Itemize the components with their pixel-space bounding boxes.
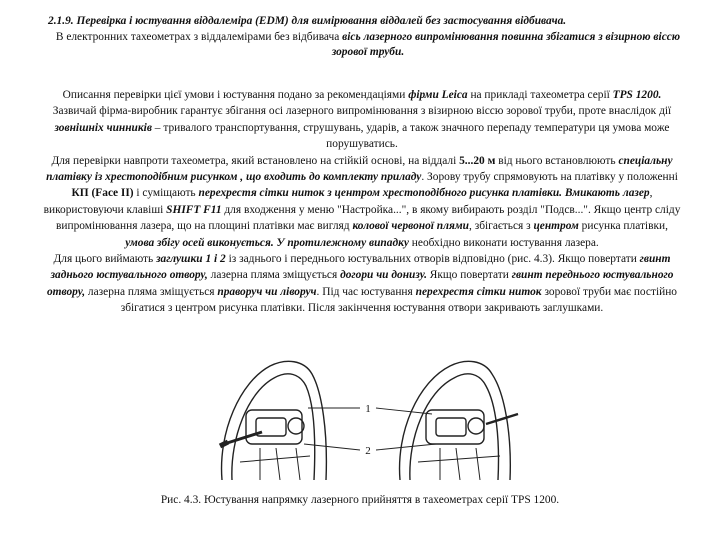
figure-label-2: 2 (365, 445, 371, 457)
section-heading (48, 14, 688, 61)
right-focus-knob (468, 418, 484, 434)
left-pin-tool (224, 432, 262, 444)
paragraph-3: Для цього виймають заглушки 1 і 2 із заднього і переднього юстувальних отворів відповідно (рис. 4.3). Якщо повертати гвинт заднього юстувального отвору, лазерна пляма зміщується догори чи донизу. Якщо повертати гвинт переднього юстувального отвору, лазерна пляма зміщується праворуч чи ліворуч. Під час юстування перехрестя сітки ниток зорової труби має постійно збігатися з центром рисунка платівки. Після закінчення юстування отвори закривають заглушками. (46, 253, 677, 315)
instrument-illustration (200, 352, 530, 482)
right-instrument-drawing (400, 361, 518, 480)
heading-title: 2.1.9. Перевірка і юстування віддалеміра (EDM) для вимірювання віддалей без застосування відбивача. (48, 15, 567, 27)
paragraph-1: Описання перевірки цієї умови і юстування подано за рекомендаціями фірми Leica на прикладі тахеометра серії TPS 1200. Зазвичай фірма-виробник гарантує збігання осі лазерного випромінювання з візирною віссю зорової труби, проте внаслідок дії зовнішніх чинників – тривалого транспортування, струшувань, ударів, а також значного перепаду температури ця умова може порушуватись. (52, 89, 672, 151)
figure-caption: Рис. 4.3. Юстування напрямку лазерного прийняття в тахеометрах серії TPS 1200. (160, 494, 560, 506)
left-pin-handle (220, 442, 228, 446)
right-base-line (418, 456, 500, 462)
left-base-line (240, 456, 310, 462)
left-body-lines (260, 448, 300, 480)
left-instrument-drawing (220, 361, 326, 480)
left-handle-outline (222, 361, 327, 480)
leader-line-2a (304, 444, 360, 450)
heading-subtitle-emphasis: вісь лазерного випромінювання повинна збігатися з візирною віссю зорової труби. (331, 30, 681, 58)
paragraph-2: Для перевірки навпроти тахеометра, який встановлено на стійкій основі, на віддалі 5...20 м від нього встановлюють спеціальну платівку із хрестоподібним рисунком , що входить до комплекту приладу. Зорову трубу спрямовують на платівку у положенні КП (Face II) і суміщають перехрестя сітки ниток з центром хрестоподібного рисунка платівки. Вмикають лазер, використовуючи клавіші SHIFT F11 для входження у меню "Настройка...", в якому вибирають розділ "Подсв...". Якщо центр сліду випромінювання лазера, що на площині платівки має вигляд колової червоної плями, збігається з центром рисунка платівки, умова збігу осей виконується. У протилежному випадку необхідно виконати юстування лазера. (43, 154, 681, 249)
right-pin-tool (486, 414, 518, 424)
body-text (42, 87, 682, 317)
right-telescope-body (426, 410, 484, 444)
heading-subtitle: В електронних тахеометрах з віддалемірами без відбивача вісь лазерного випромінювання повинна збігатися з візирною віссю зорової труби. (55, 30, 681, 58)
left-telescope-body (246, 410, 302, 444)
figure-label-1: 1 (365, 403, 371, 415)
right-body-lines (440, 448, 480, 480)
leader-line-2b (376, 444, 436, 450)
right-eyepiece (436, 418, 466, 436)
